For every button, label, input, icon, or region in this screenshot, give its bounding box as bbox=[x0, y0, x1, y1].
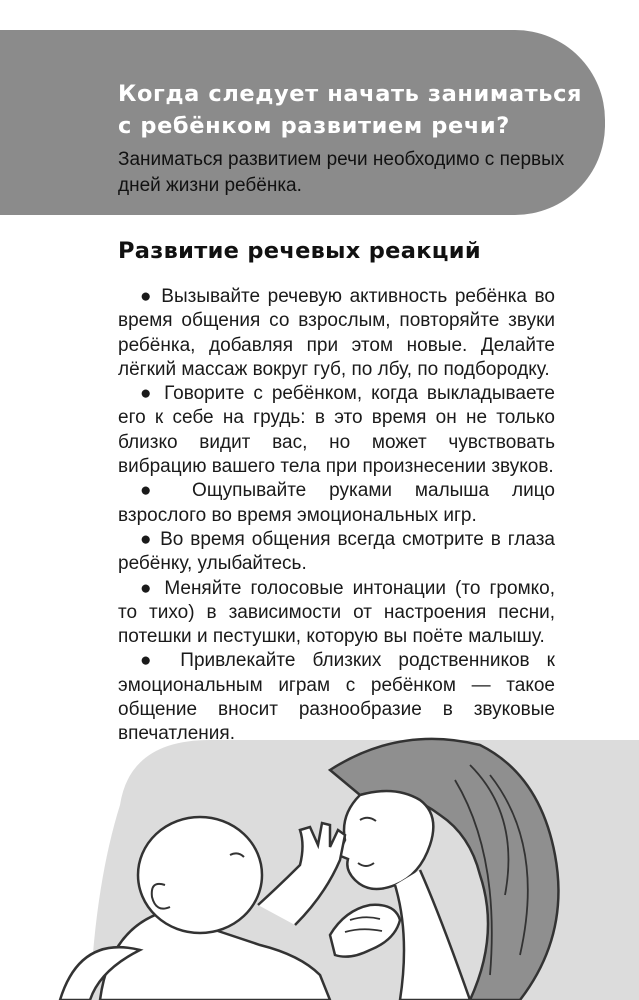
list-item: ● Говорите с ребёнком, когда выкладываете его к себе на грудь: в это время он не только близко видит вас, но может чувствовать вибрацию вашего тела при произнесении звуков. bbox=[118, 383, 555, 478]
mother-baby-illustration bbox=[0, 735, 639, 1000]
list-item: ● Вызывайте речевую активность ребёнка во время общения со взрослым, повторяйте звуки ребёнка, добавляя при этом новые. Делайте лёгкий массаж вокруг губ, по лбу, по подбородку. bbox=[118, 286, 555, 380]
list-item: ● Привлекайте близких родственников к эмоциональным играм с ребёнком — такое общение вносит разнообразие в звуковые впечатления. bbox=[118, 650, 555, 745]
bullet-list bbox=[118, 285, 555, 747]
header-text: Заниматься развитием речи необходимо с первых дней жизни ребёнка. bbox=[118, 149, 565, 196]
section-title: Развитие речевых реакций bbox=[118, 238, 481, 264]
baby-head bbox=[138, 817, 262, 933]
list-item: ● Ощупывайте руками малыша лицо взрослого во время эмоциональных игр. bbox=[118, 480, 555, 526]
list-item: ● Меняйте голосовые интонации (то громко, то тихо) в зависимости от настроения песни, потешки и пестушки, которую вы поёте малышу. bbox=[118, 577, 555, 648]
header-title: Когда следует начать заниматься с ребёнком развитием речи? bbox=[118, 81, 583, 139]
list-item: ● Во время общения всегда смотрите в глаза ребёнку, улыбайтесь. bbox=[118, 528, 555, 575]
